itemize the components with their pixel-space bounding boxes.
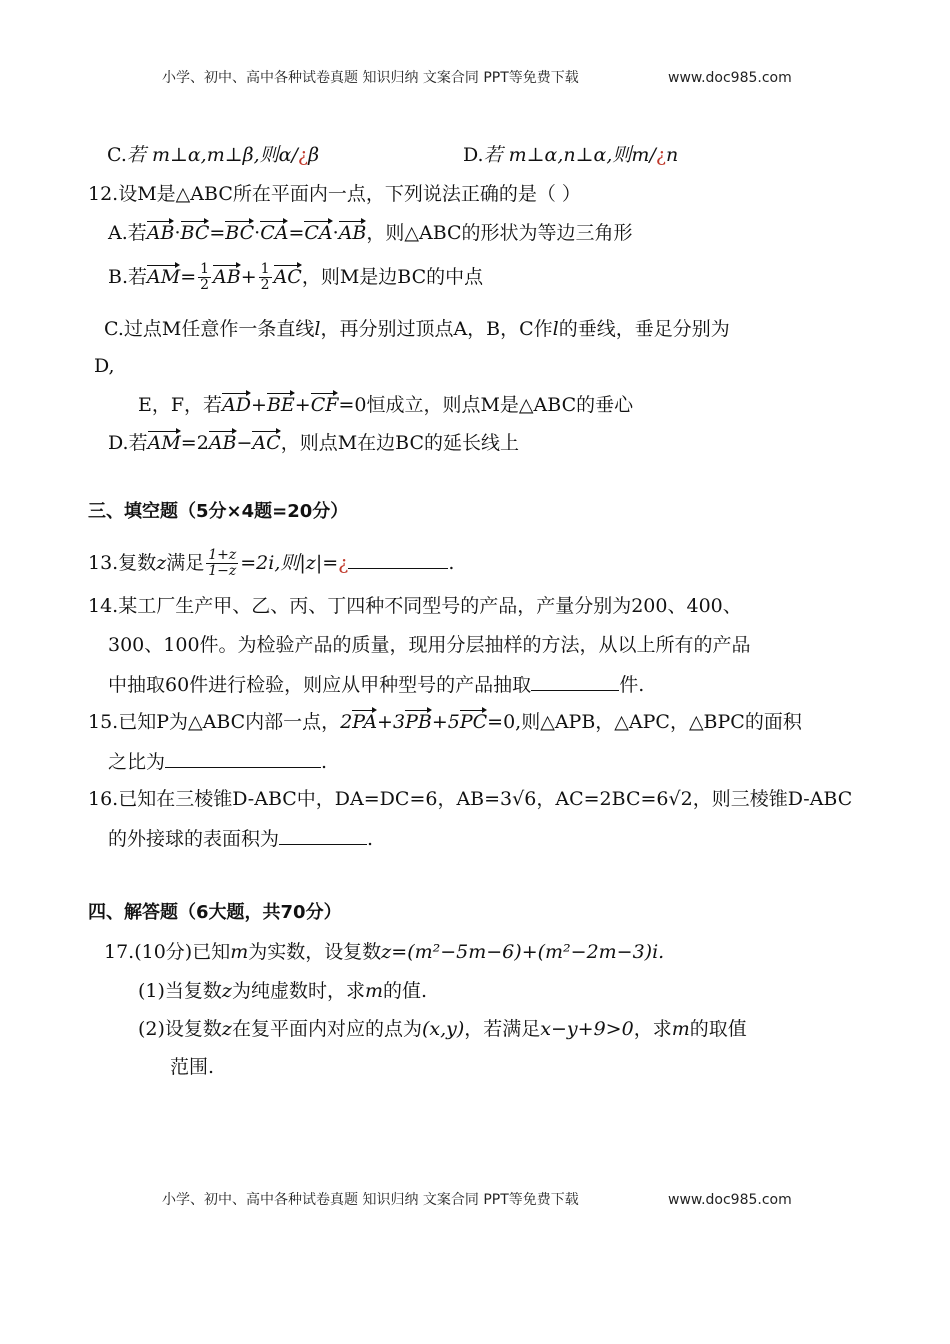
q11-option-c: C.若 m⊥α,m⊥β,则α/¿β	[107, 144, 320, 166]
q14-line3: 中抽取60件进行检验，则应从甲种型号的产品抽取 件.	[108, 674, 645, 696]
answer-blank[interactable]	[279, 828, 367, 845]
answer-blank[interactable]	[348, 552, 448, 569]
fraction: $\frac{1}{2}$	[200, 261, 210, 294]
q14-line1: 14.某工厂生产甲、乙、丙、丁四种不同型号的产品，产量分别为200、400、	[88, 595, 742, 617]
section-3-title: 三、填空题（5分×4题=20分）	[88, 501, 349, 522]
q12-stem: 12.设M是△ABC所在平面内一点，下列说法正确的是（ ）	[88, 183, 581, 205]
footer-url[interactable]: www.doc985.com	[668, 1192, 792, 1208]
q17-stem: 17.(10分)已知m为实数，设复数z=(m²−5m−6)+(m²−2m−3)i.	[104, 941, 665, 963]
q14-line2: 300、100件。为检验产品的质量，现用分层抽样的方法，从以上所有的产品	[108, 634, 751, 656]
header-url[interactable]: www.doc985.com	[668, 70, 792, 86]
q13: 13.复数z满足 $\frac{1+z}{1-z}$ =2i,则|z|=¿ .	[88, 547, 455, 580]
q12-option-d: D.若AM=2AB−AC，则点M在边BC的延长线上	[108, 432, 519, 454]
answer-blank[interactable]	[165, 751, 321, 768]
q12-option-a: A.若AB·BC=BC·CA=CA·AB，则△ABC的形状为等边三角形	[108, 222, 633, 244]
q11-option-d: D.若 m⊥α,n⊥α,则m/¿n	[463, 144, 679, 166]
footer-text: 小学、初中、高中各种试卷真题 知识归纳 文案合同 PPT等免费下载	[162, 1192, 579, 1208]
q12-option-c-line3: E，F，若AD+BE+CF=0恒成立，则点M是△ABC的垂心	[138, 394, 634, 416]
q12-option-c-line2: D,	[94, 355, 115, 377]
fraction: $\frac{1}{2}$	[260, 261, 270, 294]
fraction: $\frac{1+z}{1-z}$	[208, 547, 237, 580]
q15-line2: 之比为 .	[108, 751, 328, 773]
q17-part2-line2: 范围.	[170, 1056, 215, 1078]
q15-line1: 15.已知P为△ABC内部一点，2PA+3PB+5PC=0,则△APB，△APC，△BPC的面积	[88, 711, 802, 733]
answer-blank[interactable]	[531, 674, 619, 691]
q17-part1: (1)当复数z为纯虚数时，求m的值.	[138, 980, 428, 1002]
section-4-title: 四、解答题（6大题，共70分）	[88, 902, 342, 923]
header-text: 小学、初中、高中各种试卷真题 知识归纳 文案合同 PPT等免费下载	[162, 70, 579, 86]
q12-option-b: B.若AM= $\frac{1}{2}$ AB+ $\frac{1}{2}$ AC，则M是边BC的中点	[108, 261, 484, 294]
q12-option-c-line1: C.过点M任意作一条直线l，再分别过顶点A，B，C作l的垂线，垂足分别为	[104, 318, 730, 340]
q16-line2: 的外接球的表面积为 .	[108, 828, 374, 850]
q16-line1: 16.已知在三棱锥D-ABC中，DA=DC=6，AB=3√ 6，AC=2BC=6√ 2，则三棱锥D-ABC	[88, 790, 852, 809]
q17-part2-line1: (2)设复数z在复平面内对应的点为(x,y)，若满足x−y+9>0，求m的取值	[138, 1018, 747, 1040]
